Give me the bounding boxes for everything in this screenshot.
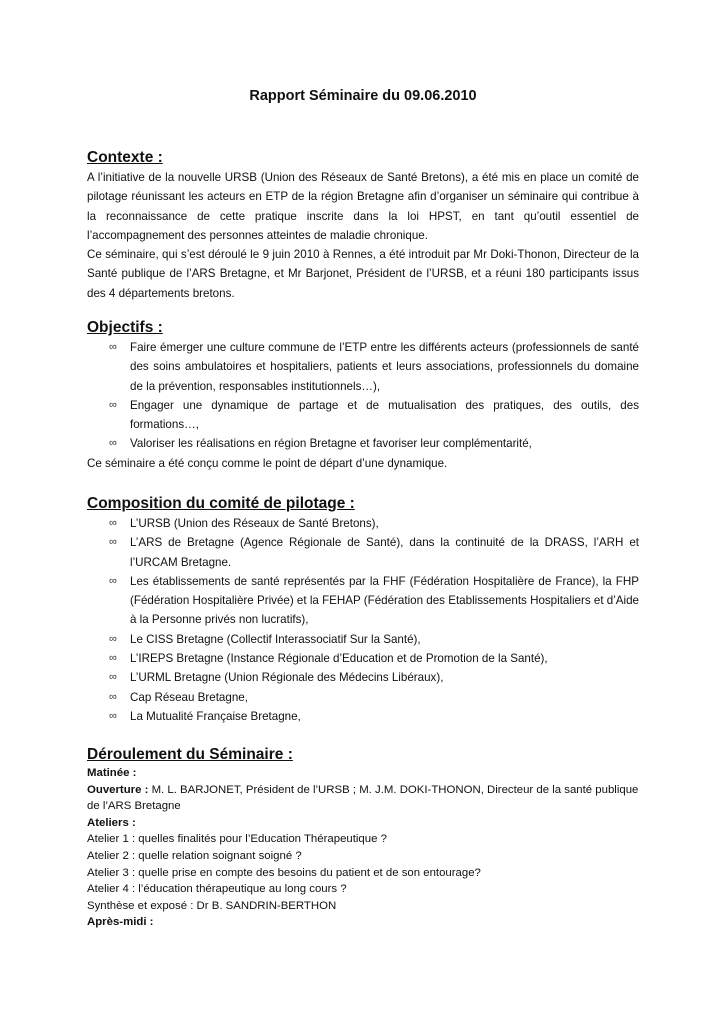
section-heading-composition: Composition du comité de pilotage :	[87, 495, 355, 512]
apres-midi-label: Après-midi :	[87, 916, 154, 929]
atelier-4: Atelier 4 : l’éducation thérapeutique au long cours ?	[87, 883, 347, 896]
infinity-bullet-icon: ∞	[109, 536, 117, 549]
ouverture-text: M. L. BARJONET, Président de l’URSB ; M. J.M. DOKI-THONON, Directeur de la santé publique de l’ARS Bretagne	[87, 783, 639, 813]
list-item: ∞ L’IREPS Bretagne (Instance Régionale d’Education et de Promotion de la Santé),	[87, 649, 639, 668]
objectifs-list	[87, 338, 639, 454]
composition-list	[87, 514, 639, 726]
section-objectifs	[87, 318, 639, 473]
ouverture-label: Ouverture :	[87, 783, 149, 796]
atelier-2: Atelier 2 : quelle relation soignant soigné ?	[87, 849, 302, 862]
list-item: ∞ L’ARS de Bretagne (Agence Régionale de Santé), dans la continuité de la DRASS, l’ARH et l’URCAM Bretagne.	[87, 533, 639, 572]
section-composition	[87, 494, 639, 726]
document-title: Rapport Séminaire du 09.06.2010	[249, 88, 477, 104]
infinity-bullet-icon: ∞	[109, 671, 117, 684]
section-contexte	[87, 148, 639, 303]
list-item: ∞ L’URSB (Union des Réseaux de Santé Bretons),	[87, 514, 639, 533]
infinity-bullet-icon: ∞	[109, 398, 117, 411]
atelier-1: Atelier 1 : quelles finalités pour l’Education Thérapeutique ?	[87, 833, 387, 846]
list-item: ∞ Engager une dynamique de partage et de mutualisation des pratiques, des outils, des formations…,	[87, 396, 639, 435]
synthese-line: Synthèse et exposé : Dr B. SANDRIN-BERTHON	[87, 899, 337, 912]
section-heading-contexte: Contexte :	[87, 149, 163, 166]
infinity-bullet-icon: ∞	[109, 341, 117, 353]
contexte-paragraph-2: Ce séminaire, qui s’est déroulé le 9 juin 2010 à Rennes, a été introduit par Mr Doki-Thonon, Directeur de la Santé publique de l’ARS Bretagne, et Mr Barjonet, Président de l’URSB, et a réuni 180 participants issus des 4 départements bretons.	[87, 248, 639, 300]
infinity-bullet-icon: ∞	[109, 709, 117, 722]
infinity-bullet-icon: ∞	[109, 574, 117, 587]
infinity-bullet-icon: ∞	[109, 437, 117, 450]
contexte-paragraph-1: A l’initiative de la nouvelle URSB (Union des Réseaux de Santé Bretons), a été mis en place un comité de pilotage réunissant les acteurs en ETP de la région Bretagne afin d’organiser un séminaire qui contribue à la reconnaissance de cette pratique inscrite dans la loi HPST, en tant qu’outil essentiel de l’accompagnement des personnes atteintes de maladie chronique.	[87, 171, 639, 242]
section-heading-deroulement: Déroulement du Séminaire :	[87, 746, 293, 763]
list-item: ∞ Faire émerger une culture commune de l’ETP entre les différents acteurs (professionnels de santé des soins ambulatoires et hospitaliers, patients et leurs associations, professionnels du domaine de la prévention, responsables institutionnels…),	[87, 338, 639, 396]
list-item: ∞ Le CISS Bretagne (Collectif Interassociatif Sur la Santé),	[87, 630, 639, 649]
infinity-bullet-icon: ∞	[109, 517, 117, 529]
section-deroulement	[87, 745, 639, 931]
infinity-bullet-icon: ∞	[109, 632, 117, 645]
objectifs-closing: Ce séminaire a été conçu comme le point de départ d’une dynamique.	[87, 456, 448, 470]
list-item: ∞ Les établissements de santé représentés par la FHF (Fédération Hospitalière de France), la FHP (Fédération Hospitalière Privée) et la FEHAP (Fédération des Etablissements Hospitaliers et d’Aide à la Personne privés non lucratifs),	[87, 572, 639, 630]
ateliers-label: Ateliers :	[87, 816, 136, 829]
ouverture-line	[87, 782, 639, 815]
list-item: ∞ L’URML Bretagne (Union Régionale des Médecins Libéraux),	[87, 668, 639, 687]
infinity-bullet-icon: ∞	[109, 652, 117, 665]
matinee-label: Matinée :	[87, 767, 137, 779]
section-heading-objectifs: Objectifs :	[87, 319, 163, 336]
list-item: ∞ La Mutualité Française Bretagne,	[87, 707, 639, 726]
atelier-3: Atelier 3 : quelle prise en compte des besoins du patient et de son entourage?	[87, 866, 481, 879]
list-item: ∞ Cap Réseau Bretagne,	[87, 688, 639, 707]
list-item: ∞ Valoriser les réalisations en région Bretagne et favoriser leur complémentarité,	[87, 434, 639, 453]
infinity-bullet-icon: ∞	[109, 690, 117, 703]
